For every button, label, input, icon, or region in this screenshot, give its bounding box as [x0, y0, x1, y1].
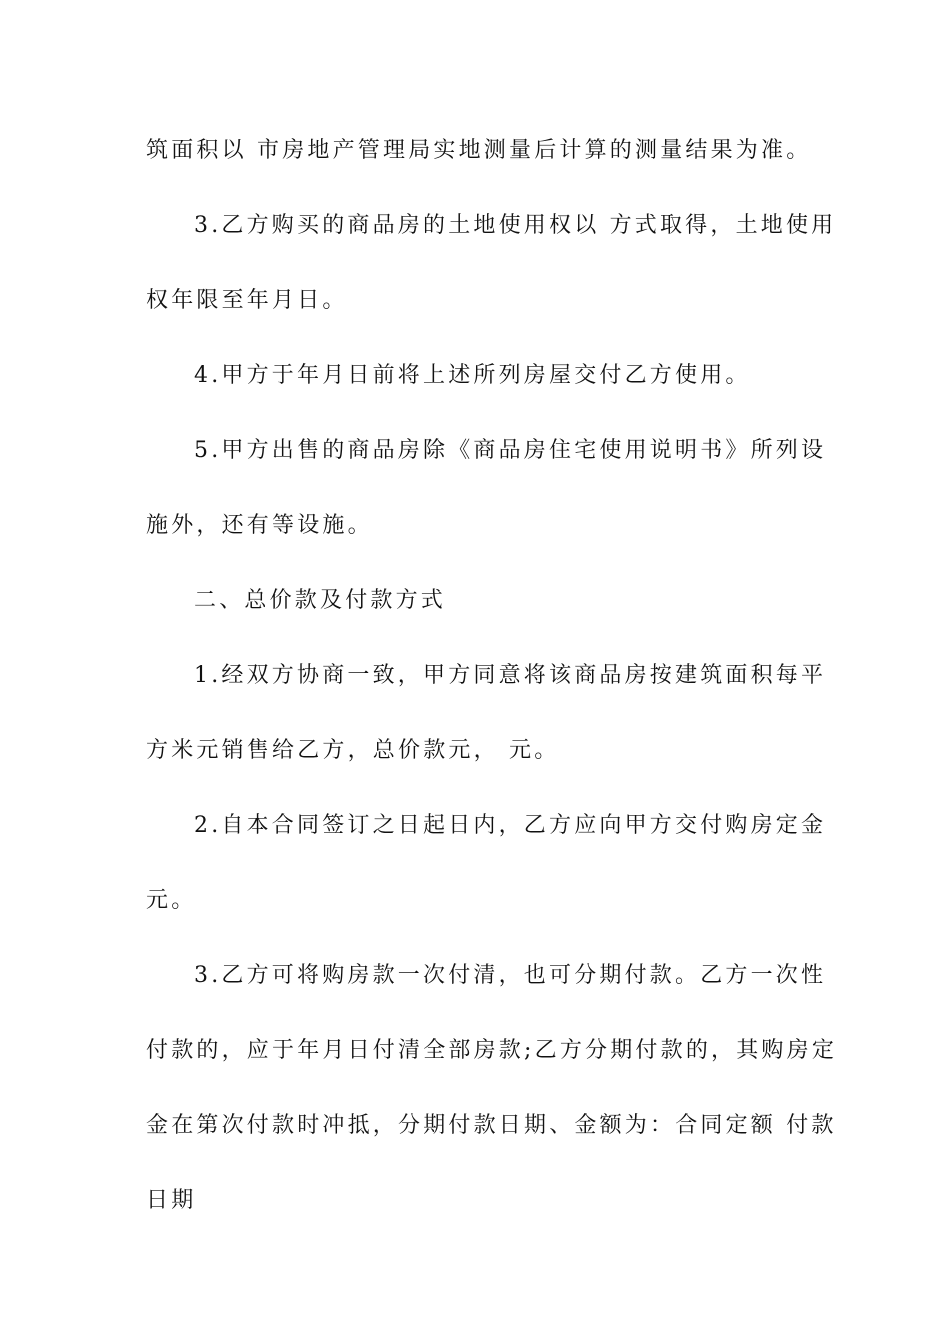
text-line-2: 3.乙方购买的商品房的土地使用权以 方式取得，土地使用 [194, 213, 837, 238]
text-line-10: 2.自本合同签订之日起日内，乙方应向甲方交付购房定金 [194, 813, 827, 838]
text-line-4: 4.甲方于年月日前将上述所列房屋交付乙方使用。 [194, 363, 751, 388]
text-line-13: 付款的，应于年月日付清全部房款;乙方分期付款的，其购房定 [146, 1038, 838, 1063]
text-line-15: 日期 [146, 1188, 197, 1213]
text-line-5: 5.甲方出售的商品房除《商品房住宅使用说明书》所列设 [194, 438, 827, 463]
text-line-11: 元。 [146, 888, 197, 913]
text-line-8: 1.经双方协商一致，甲方同意将该商品房按建筑面积每平 [194, 663, 827, 688]
section-heading: 二、总价款及付款方式 [194, 588, 447, 613]
text-line-14: 金在第次付款时冲抵，分期付款日期、金额为：合同定额 付款 [146, 1113, 837, 1138]
text-line-6: 施外，还有等设施。 [146, 513, 373, 538]
text-line-1: 筑面积以 市房地产管理局实地测量后计算的测量结果为准。 [146, 138, 812, 163]
text-line-9: 方米元销售给乙方，总价款元， 元。 [146, 738, 560, 763]
text-line-3: 权年限至年月日。 [146, 288, 348, 313]
text-line-12: 3.乙方可将购房款一次付清，也可分期付款。乙方一次性 [194, 963, 827, 988]
